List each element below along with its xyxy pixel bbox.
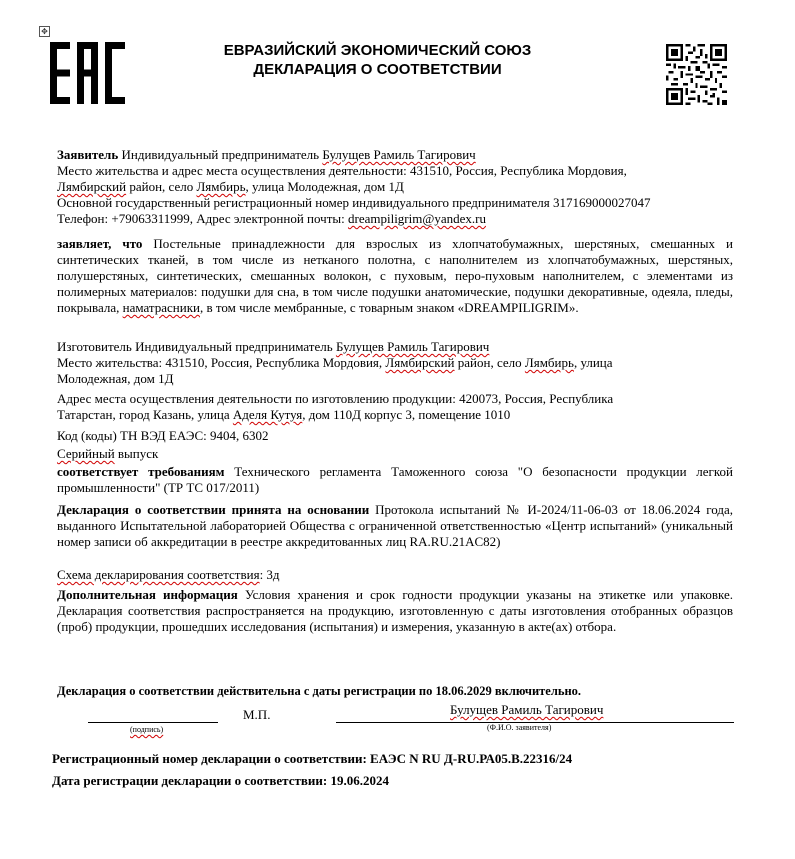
applicant-address-line2 [57,179,733,195]
tn-ved-codes: Код (коды) ТН ВЭД ЕАЭС: 9404, 6302 [57,428,269,443]
basis-label: Декларация о соответствии принята на основании [57,502,370,517]
signature-line [88,722,218,723]
applicant-name: Булущев Рамиль Тагирович [322,147,476,162]
applicant-contacts [57,211,733,227]
applicant-address-end: , улица Молодежная, дом 1Д [245,179,404,194]
manufacturer-name: Булущев Рамиль Тагирович [335,339,490,354]
declares-text2: , в том числе мембранные, с товарным знаком «DREAMPILIGRIM». [200,300,579,315]
manufacturer-residence-line [57,355,733,371]
production-address-b: , дом 110Д корпус 3, помещение 1010 [302,407,511,422]
applicant-email: dreampiligrim@yandex.ru [347,211,486,226]
production-street: Аделя Кутуя [232,407,303,422]
eac-logo [50,42,125,104]
declaration-title: ДЕКЛАРАЦИЯ О СООТВЕТСТВИИ [253,61,502,78]
applicant-name-prefix: Индивидуальный предприниматель [118,147,323,162]
serial-word: Серийный [57,446,115,461]
seal-mark: М.П. [243,707,271,722]
applicant-address-mid: район, село [126,179,197,194]
manufacturer-residence-prefix: Место жительства: 431510, Россия, Республика Мордовия, [57,355,386,370]
applicant-village: Лямбирь [196,179,246,194]
manufacturer-name-line [57,339,733,355]
production-address-line1: Адрес места осуществления деятельности по изготовлению продукции: 420073, Россия, Республика [57,391,614,406]
scheme-value: : 3д [259,567,280,582]
conformity-text: Технического регламента Таможенного союза "О безопасности продукции легкой промышленности" (ТР ТС 017/2011) [57,464,733,495]
manufacturer-section [57,339,733,423]
basis-text: Протокола испытаний № И-2024/11-06-03 от 18.06.2024 года, выданного Испытательной лабораторией Общества с ограниченной ответственностью «Центр испытаний» (уникальный номер записи об аккредитации в реестре аккредитованных лиц RA.RU.21AC82) [57,502,733,549]
applicant-label: Заявитель [57,147,119,162]
applicant-ogrn: Основной государственный регистрационный номер индивидуального предпринимателя 317169000027047 [57,195,651,210]
production-address-a: Татарстан, город Казань, улица [57,407,233,422]
additional-label: Дополнительная информация [57,587,238,602]
manufacturer-mid: район, село [454,355,525,370]
declares-section [57,236,733,316]
declares-label: заявляет, что [57,236,143,251]
release-word: выпуск [114,446,159,461]
qr-code [666,44,727,105]
declares-word-mattress: наматрасники [122,300,200,315]
conformity-label: соответствует требованиям [57,464,225,479]
validity-statement: Декларация о соответствии действительна с даты регистрации по 18.06.2029 включительно. [57,684,582,698]
move-handle-icon[interactable]: ✥ [39,26,50,37]
name-caption: (Ф.И.О. заявителя) [487,723,552,732]
basis-section [57,502,733,550]
applicant-address-line1: Место жительства и адрес места осуществления деятельности: 431510, Россия, Республика Мордовия, [57,163,627,178]
manufacturer-district: Лямбирский [385,355,455,370]
manufacturer-prefix: Изготовитель Индивидуальный предприниматель [57,339,336,354]
additional-text: Условия хранения и срок годности продукции указаны на этикетке или упаковке. Декларация соответствия распространяется на продукцию, изготовленную с даты изготовления отобранных образцов (проб) продукции, прошедших исследования (испытания) и измерения, указанную в акте(ах) отбора. [57,587,734,634]
union-title: ЕВРАЗИЙСКИЙ ЭКОНОМИЧЕСКИЙ СОЮЗ [223,42,532,59]
signer-name: Булущев Рамиль Тагирович [450,702,604,717]
applicant-district: Лямбирский [57,179,127,194]
manufacturer-village: Лямбирь [524,355,574,370]
registration-number: Регистрационный номер декларации о соответствии: ЕАЭС N RU Д-RU.РА05.В.22316/24 [52,751,573,766]
production-address-line2 [57,407,733,423]
declares-text1: Постельные принадлежности для взрослых из хлопчатобумажных, шерстяных, смешанных и синтетических тканей, в том числе из нетканого полотна, с наполнителем из хлопчатобумажных, шерстяных, полушерстяных, синтетических, смешанных волокон, с пуховым, перо-пуховым наполнителем, с элементами из полимерных материалов: подушки для сна, в том числе подушки анатомические, подушки декоративные, одеяла, пледы, покрывала, [57,236,733,315]
scheme-label: Схема декларирования соответствия [57,567,260,582]
conformity-section [57,464,733,496]
manufacturer-end: , улица [573,355,613,370]
signature-caption: (подпись) [130,725,164,734]
manufacturer-street: Молодежная, дом 1Д [57,371,174,386]
scheme-line [57,567,733,583]
applicant-contacts-prefix: Телефон: +79063311999, Адрес электронной почты: [57,211,348,226]
additional-section [57,587,733,635]
registration-date: Дата регистрации декларации о соответствии: 19.06.2024 [52,773,389,788]
applicant-name-line [57,147,733,163]
applicant-section [57,147,733,227]
serial-release [57,446,733,462]
